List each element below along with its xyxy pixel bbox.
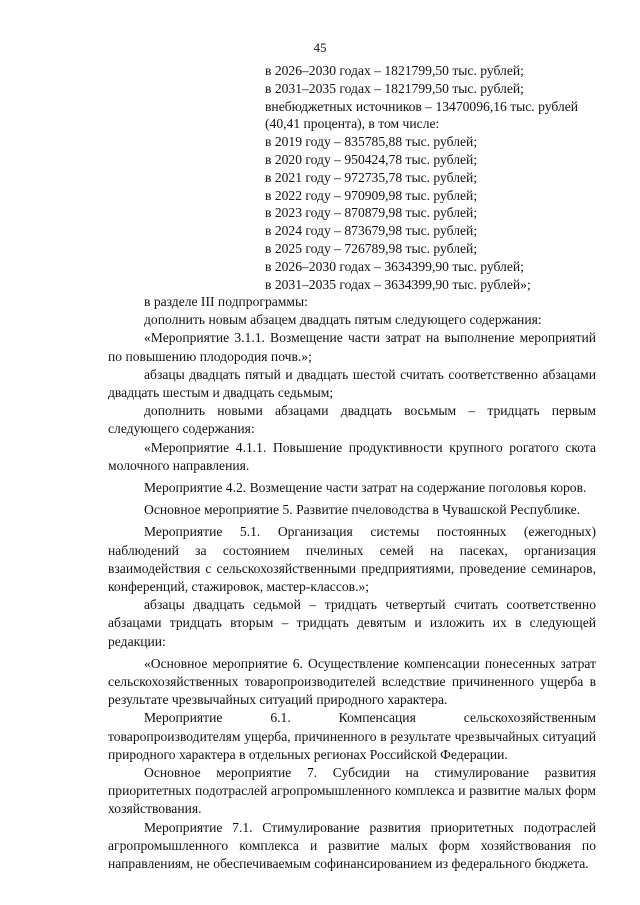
document-body [108, 293, 596, 873]
funding-line: в 2025 году – 726789,98 тыс. рублей; [265, 240, 478, 256]
paragraph: Мероприятие 7.1. Стимулирование развития приоритетных подотраслей агропромышленного комплекса и развитие малых форм хозяйствования по направлениям, не обеспечиваемым софинансированием из федерального бюджета. [108, 819, 596, 872]
paragraph: «Основное мероприятие 6. Осуществление компенсации понесенных затрат сельскохозяйственных товаропроизводителей вследствие причиненного ущерба в результате чрезвычайных ситуаций природного характера. [108, 655, 596, 708]
funding-line: в 2026–2030 годах – 3634399,90 тыс. рублей; [265, 258, 524, 274]
funding-list [265, 62, 605, 293]
funding-line: в 2022 году – 970909,98 тыс. рублей; [265, 187, 478, 203]
paragraph: дополнить новыми абзацами двадцать восьмым – тридцать первым следующего содержания: [108, 403, 596, 437]
paragraph: «Мероприятие 3.1.1. Возмещение части затрат на выполнение мероприятий по повышению плодородия почв.»; [108, 330, 596, 364]
funding-line: в 2020 году – 950424,78 тыс. рублей; [265, 151, 478, 167]
funding-line: в 2031–2035 годах – 1821799,50 тыс. рублей; [265, 80, 524, 96]
paragraph: Мероприятие 5.1. Организация системы постоянных (ежегодных) наблюдений за состоянием пчелиных семей на пасеках, организация взаимодействия с сельскохозяйственными предприятиями, проведение семинаров, конференций, стажировок, мастер-классов.»; [108, 524, 596, 595]
paragraph: в разделе III подпрограммы: [144, 294, 308, 309]
paragraph: абзацы двадцать пятый и двадцать шестой считать соответственно абзацами двадцать шестым и двадцать седьмым; [108, 366, 596, 401]
paragraph: Мероприятие 4.2. Возмещение части затрат на содержание поголовья коров. [144, 480, 587, 496]
funding-line: в 2021 году – 972735,78 тыс. рублей; [265, 169, 478, 185]
funding-line: внебюджетных источников – 13470096,16 тыс. рублей [265, 98, 579, 114]
paragraph: абзацы двадцать седьмой – тридцать четвертый считать соответственно абзацами тридцать вторым – тридцать девятым и изложить их в следующей редакции: [108, 597, 596, 649]
funding-line: в 2023 году – 870879,98 тыс. рублей; [265, 205, 478, 221]
funding-line: в 2026–2030 годах – 1821799,50 тыс. рублей; [265, 63, 524, 78]
page-number: 45 [313, 40, 327, 55]
paragraph: «Мероприятие 4.1.1. Повышение продуктивности крупного рогатого скота молочного направления. [108, 439, 596, 473]
paragraph: Мероприятие 6.1. Компенсация сельскохозяйственным товаропроизводителям ущерба, причиненного в результате чрезвычайных ситуаций природного характера в отдельных регионах Российской Федерации. [108, 710, 596, 762]
funding-line: в 2019 году – 835785,88 тыс. рублей; [265, 134, 478, 150]
funding-line: в 2031–2035 годах – 3634399,90 тыс. рублей»; [265, 276, 531, 292]
paragraph: дополнить новым абзацем двадцать пятым следующего содержания: [144, 312, 542, 328]
paragraph: Основное мероприятие 7. Субсидии на стимулирование развития приоритетных подотраслей агропромышленного комплекса и развитие малых форм хозяйствования. [108, 765, 596, 817]
funding-line: (40,41 процента), в том числе: [265, 116, 440, 132]
funding-line: в 2024 году – 873679,98 тыс. рублей; [265, 223, 478, 239]
paragraph: Основное мероприятие 5. Развитие пчеловодства в Чувашской Республике. [144, 502, 581, 518]
